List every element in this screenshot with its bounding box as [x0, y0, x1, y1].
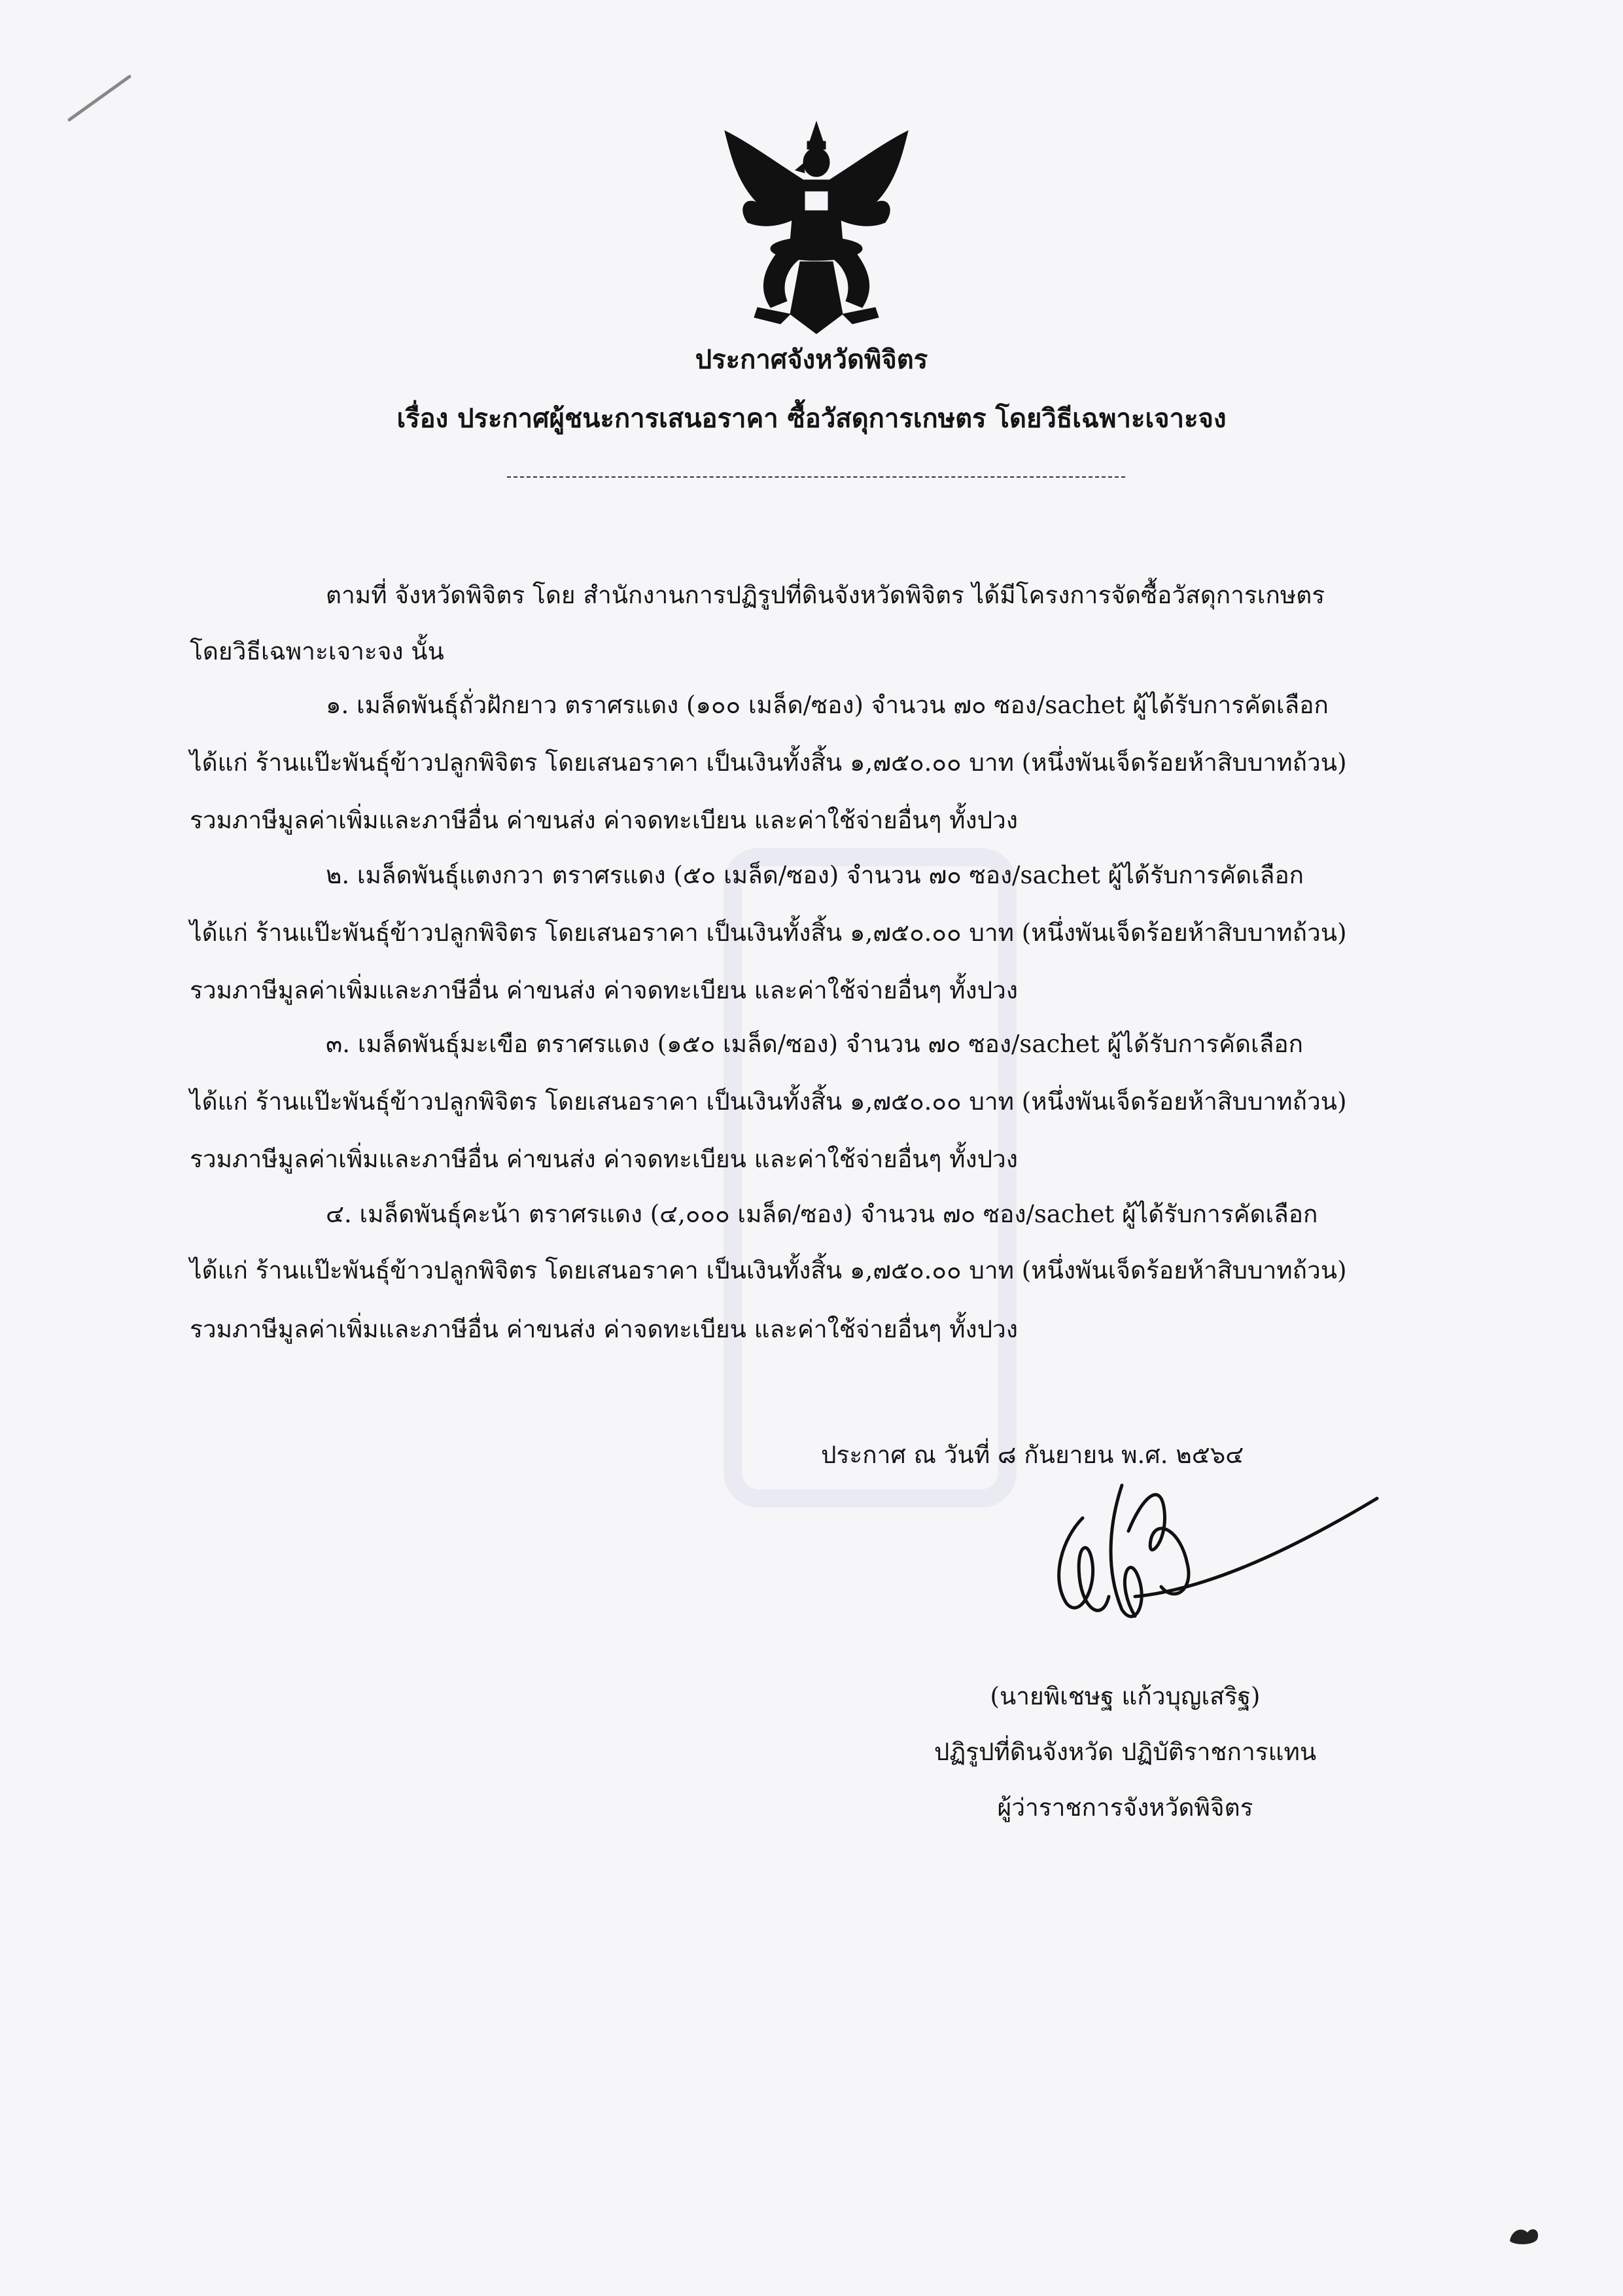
intro-line: ตามที่ จังหวัดพิจิตร โดย สำนักงานการปฏิรูปที่ดินจังหวัดพิจิตร ได้มีโครงการจัดซื้อวัสดุการเกษตร — [326, 581, 1325, 609]
item-line: รวมภาษีมูลค่าเพิ่มและภาษีอื่น ค่าขนส่ง ค่าจดทะเบียน และค่าใช้จ่ายอื่นๆ ทั้งปวง — [190, 806, 1018, 834]
announcement-title: ประกาศจังหวัดพิจิตร — [695, 344, 928, 375]
item-line: รวมภาษีมูลค่าเพิ่มและภาษีอื่น ค่าขนส่ง ค่าจดทะเบียน และค่าใช้จ่ายอื่นๆ ทั้งปวง — [190, 1315, 1018, 1343]
scan-speck-icon — [1505, 2218, 1544, 2248]
item-line: ได้แก่ ร้านแป๊ะพันธุ์ข้าวปลูกพิจิตร โดยเสนอราคา เป็นเงินทั้งสิ้น ๑,๗๕๐.๐๐ บาท (หนึ่งพันเจ็ดร้อยห้าสิบบาทถ้วน) — [190, 1256, 1347, 1284]
item-line: ๒. เมล็ดพันธุ์แตงกวา ตราศรแดง (๕๐ เมล็ด/ซอง) จำนวน ๗๐ ซอง/sachet ผู้ได้รับการคัดเลือก — [326, 861, 1304, 889]
announcement-date: ประกาศ ณ วันที่ ๘ กันยายน พ.ศ. ๒๕๖๔ — [821, 1441, 1244, 1469]
item-line: รวมภาษีมูลค่าเพิ่มและภาษีอื่น ค่าขนส่ง ค่าจดทะเบียน และค่าใช้จ่ายอื่นๆ ทั้งปวง — [190, 976, 1018, 1004]
item-line: ๓. เมล็ดพันธุ์มะเขือ ตราศรแดง (๑๕๐ เมล็ด/ซอง) จำนวน ๗๐ ซอง/sachet ผู้ได้รับการคัดเลือก — [326, 1030, 1304, 1058]
signer-name: (นายพิเชษฐ แก้วบุญเสริฐ) — [990, 1682, 1261, 1710]
item-line: ได้แก่ ร้านแป๊ะพันธุ์ข้าวปลูกพิจิตร โดยเสนอราคา เป็นเงินทั้งสิ้น ๑,๗๕๐.๐๐ บาท (หนึ่งพันเจ็ดร้อยห้าสิบบาทถ้วน) — [190, 1087, 1347, 1116]
item-line: ๔. เมล็ดพันธุ์คะน้า ตราศรแดง (๔,๐๐๐ เมล็ด/ซอง) จำนวน ๗๐ ซอง/sachet ผู้ได้รับการคัดเลือก — [326, 1200, 1318, 1228]
item-line: ได้แก่ ร้านแป๊ะพันธุ์ข้าวปลูกพิจิตร โดยเสนอราคา เป็นเงินทั้งสิ้น ๑,๗๕๐.๐๐ บาท (หนึ่งพันเจ็ดร้อยห้าสิบบาทถ้วน) — [190, 919, 1347, 947]
item-line: รวมภาษีมูลค่าเพิ่มและภาษีอื่น ค่าขนส่ง ค่าจดทะเบียน และค่าใช้จ่ายอื่นๆ ทั้งปวง — [190, 1145, 1018, 1173]
garuda-emblem-icon — [712, 118, 921, 340]
signer-authority: ผู้ว่าราชการจังหวัดพิจิตร — [997, 1793, 1253, 1822]
scan-mark-icon — [64, 69, 136, 128]
intro-line: โดยวิธีเฉพาะเจาะจง นั้น — [190, 637, 444, 665]
item-line: ได้แก่ ร้านแป๊ะพันธุ์ข้าวปลูกพิจิตร โดยเสนอราคา เป็นเงินทั้งสิ้น ๑,๗๕๐.๐๐ บาท (หนึ่งพันเจ็ดร้อยห้าสิบบาทถ้วน) — [190, 749, 1347, 777]
item-line: ๑. เมล็ดพันธุ์ถั่วฝักยาว ตราศรแดง (๑๐๐ เมล็ด/ซอง) จำนวน ๗๐ ซอง/sachet ผู้ได้รับการคัดเลือก — [326, 691, 1329, 719]
signer-position: ปฏิรูปที่ดินจังหวัด ปฏิบัติราชการแทน — [934, 1738, 1317, 1766]
announcement-subject: เรื่อง ประกาศผู้ชนะการเสนอราคา ซื้อวัสดุการเกษตร โดยวิธีเฉพาะเจาะจง — [396, 403, 1227, 434]
handwritten-signature-icon — [1030, 1459, 1390, 1655]
title-divider — [507, 476, 1125, 478]
